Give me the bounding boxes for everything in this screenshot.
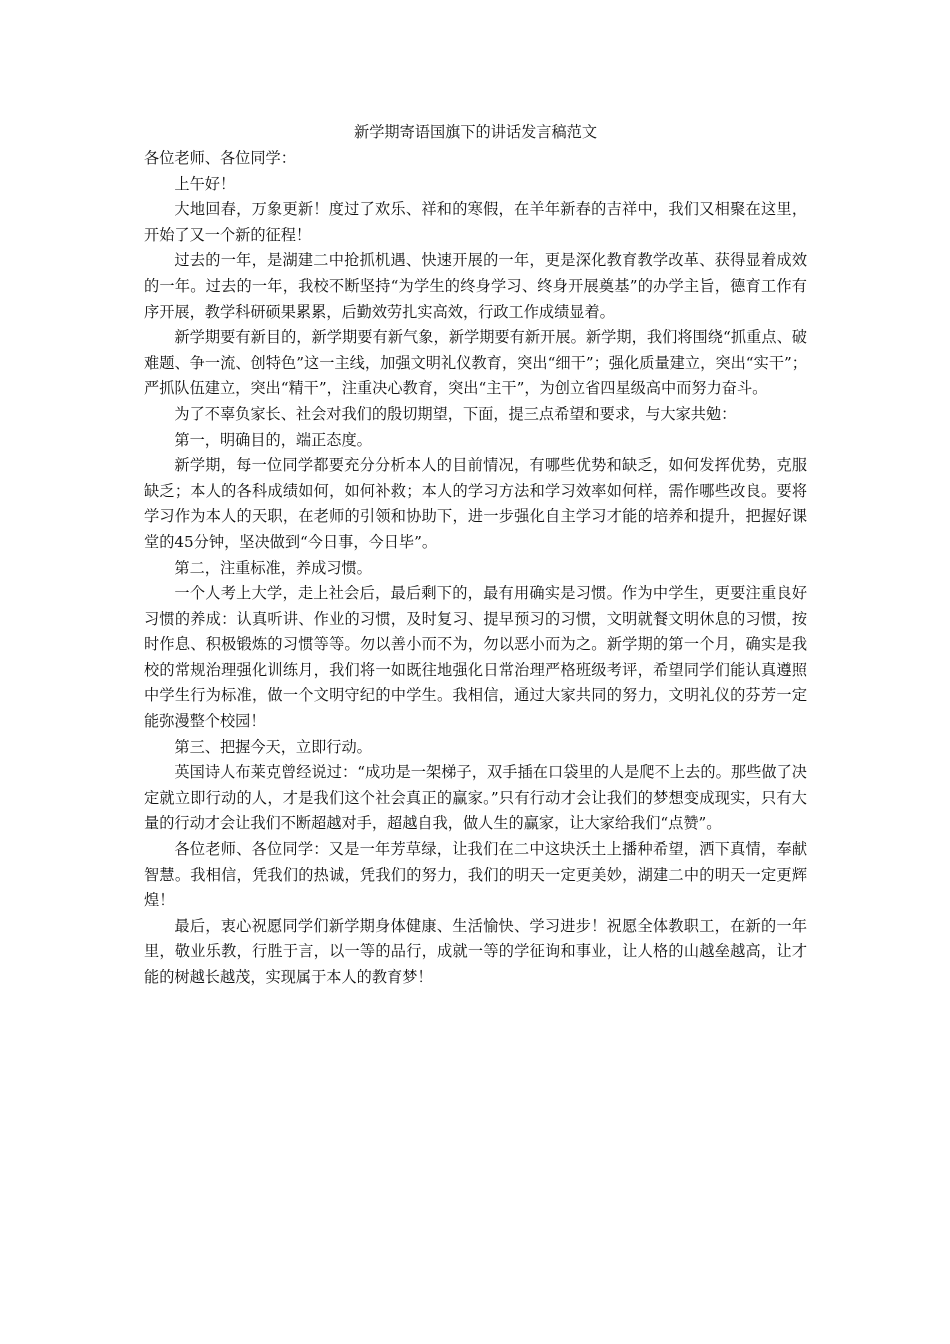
paragraph-point-one-heading: 第一，明确目的，端正态度。 bbox=[174, 430, 372, 449]
paragraph-point-three-body: 英国诗人布莱克曾经说过：“成功是一架梯子，双手插在口袋里的人是爬不上去的。那些做了决定就立即行动的人，才是我们这个社会真正的赢家。”只有行动才会让我们的梦想变成现实，只有大量的行动才会让我们不断超越对手，超越自我，做人生的赢家，让大家给我们“点赞”。 bbox=[144, 763, 807, 833]
paragraph-call-to-action: 各位老师、各位同学：又是一年芳草绿，让我们在二中这块沃土上播种希望，洒下真情，奉献智慧。我相信，凭我们的热诚，凭我们的努力，我们的明天一定更美妙，湖建二中的明天一定更辉煌！ bbox=[144, 840, 807, 910]
paragraph-expectations-intro: 为了不辜负家长、社会对我们的殷切期望，下面，提三点希望和要求，与大家共勉： bbox=[174, 404, 737, 423]
paragraph-closing-wishes: 最后，衷心祝愿同学们新学期身体健康、生活愉快、学习进步！祝愿全体教职工，在新的一年里，敬业乐教，行胜于言，以一等的品行，成就一等的学征询和事业，让人格的山越垒越高，让才能的树越长越茂，实现属于本人的教育梦！ bbox=[144, 916, 807, 986]
salutation: 各位老师、各位同学： bbox=[144, 149, 296, 167]
document-title: 新学期寄语国旗下的讲话发言稿范文 bbox=[354, 123, 597, 141]
paragraph-point-two-body: 一个人考上大学，走上社会后，最后剩下的，最有用确实是习惯。作为中学生，更要注重良好习惯的养成：认真听讲、作业的习惯，及时复习、提早预习的习惯，文明就餐文明休息的习惯，按时作息、积极锻炼的习惯等等。勿以善小而不为，勿以恶小而为之。新学期的第一个月，确实是我校的常规治理强化训练月，我们将一如既往地强化日常治理严格班级考评，希望同学们能认真遵照中学生行为标准，做一个文明守纪的中学生。我相信，通过大家共同的努力，文明礼仪的芬芳一定能弥漫整个校园！ bbox=[144, 584, 807, 731]
paragraph-point-two-heading: 第二，注重标准，养成习惯。 bbox=[174, 558, 372, 577]
paragraph-point-one-body: 新学期，每一位同学都要充分分析本人的目前情况，有哪些优势和缺乏，如何发挥优势，克服缺乏；本人的各科成绩如何，如何补救；本人的学习方法和学习效率如何样，需作哪些改良。要将学习作为本人的天职，在老师的引领和协助下，进一步强化自主学习才能的培养和提升，把握好课堂的45分钟，坚决做到“今日事，今日毕”。 bbox=[144, 456, 807, 551]
paragraph-greeting: 上午好！ bbox=[174, 174, 236, 193]
paragraph-opening: 大地回春，万象更新！度过了欢乐、祥和的寒假，在羊年新春的吉祥中，我们又相聚在这里，开始了又一个新的征程！ bbox=[144, 200, 807, 244]
paragraph-past-year: 过去的一年，是湖建二中抢抓机遇、快速开展的一年，更是深化教育教学改革、获得显着成效的一年。过去的一年，我校不断坚持“为学生的终身学习、终身开展奠基”的办学主旨，德育工作有序开展，教学科研硕果累累，后勤效劳扎实高效，行政工作成绩显着。 bbox=[144, 251, 807, 321]
paragraph-new-term-goals: 新学期要有新目的，新学期要有新气象，新学期要有新开展。新学期，我们将围绕“抓重点、破难题、争一流、创特色”这一主线，加强文明礼仪教育，突出“细干”；强化质量建立，突出“实干”；严抓队伍建立，突出“精干”，注重决心教育，突出“主干”，为创立省四星级高中而努力奋斗。 bbox=[144, 328, 807, 398]
document-page bbox=[144, 120, 807, 991]
paragraph-point-three-heading: 第三、把握今天，立即行动。 bbox=[174, 737, 372, 756]
